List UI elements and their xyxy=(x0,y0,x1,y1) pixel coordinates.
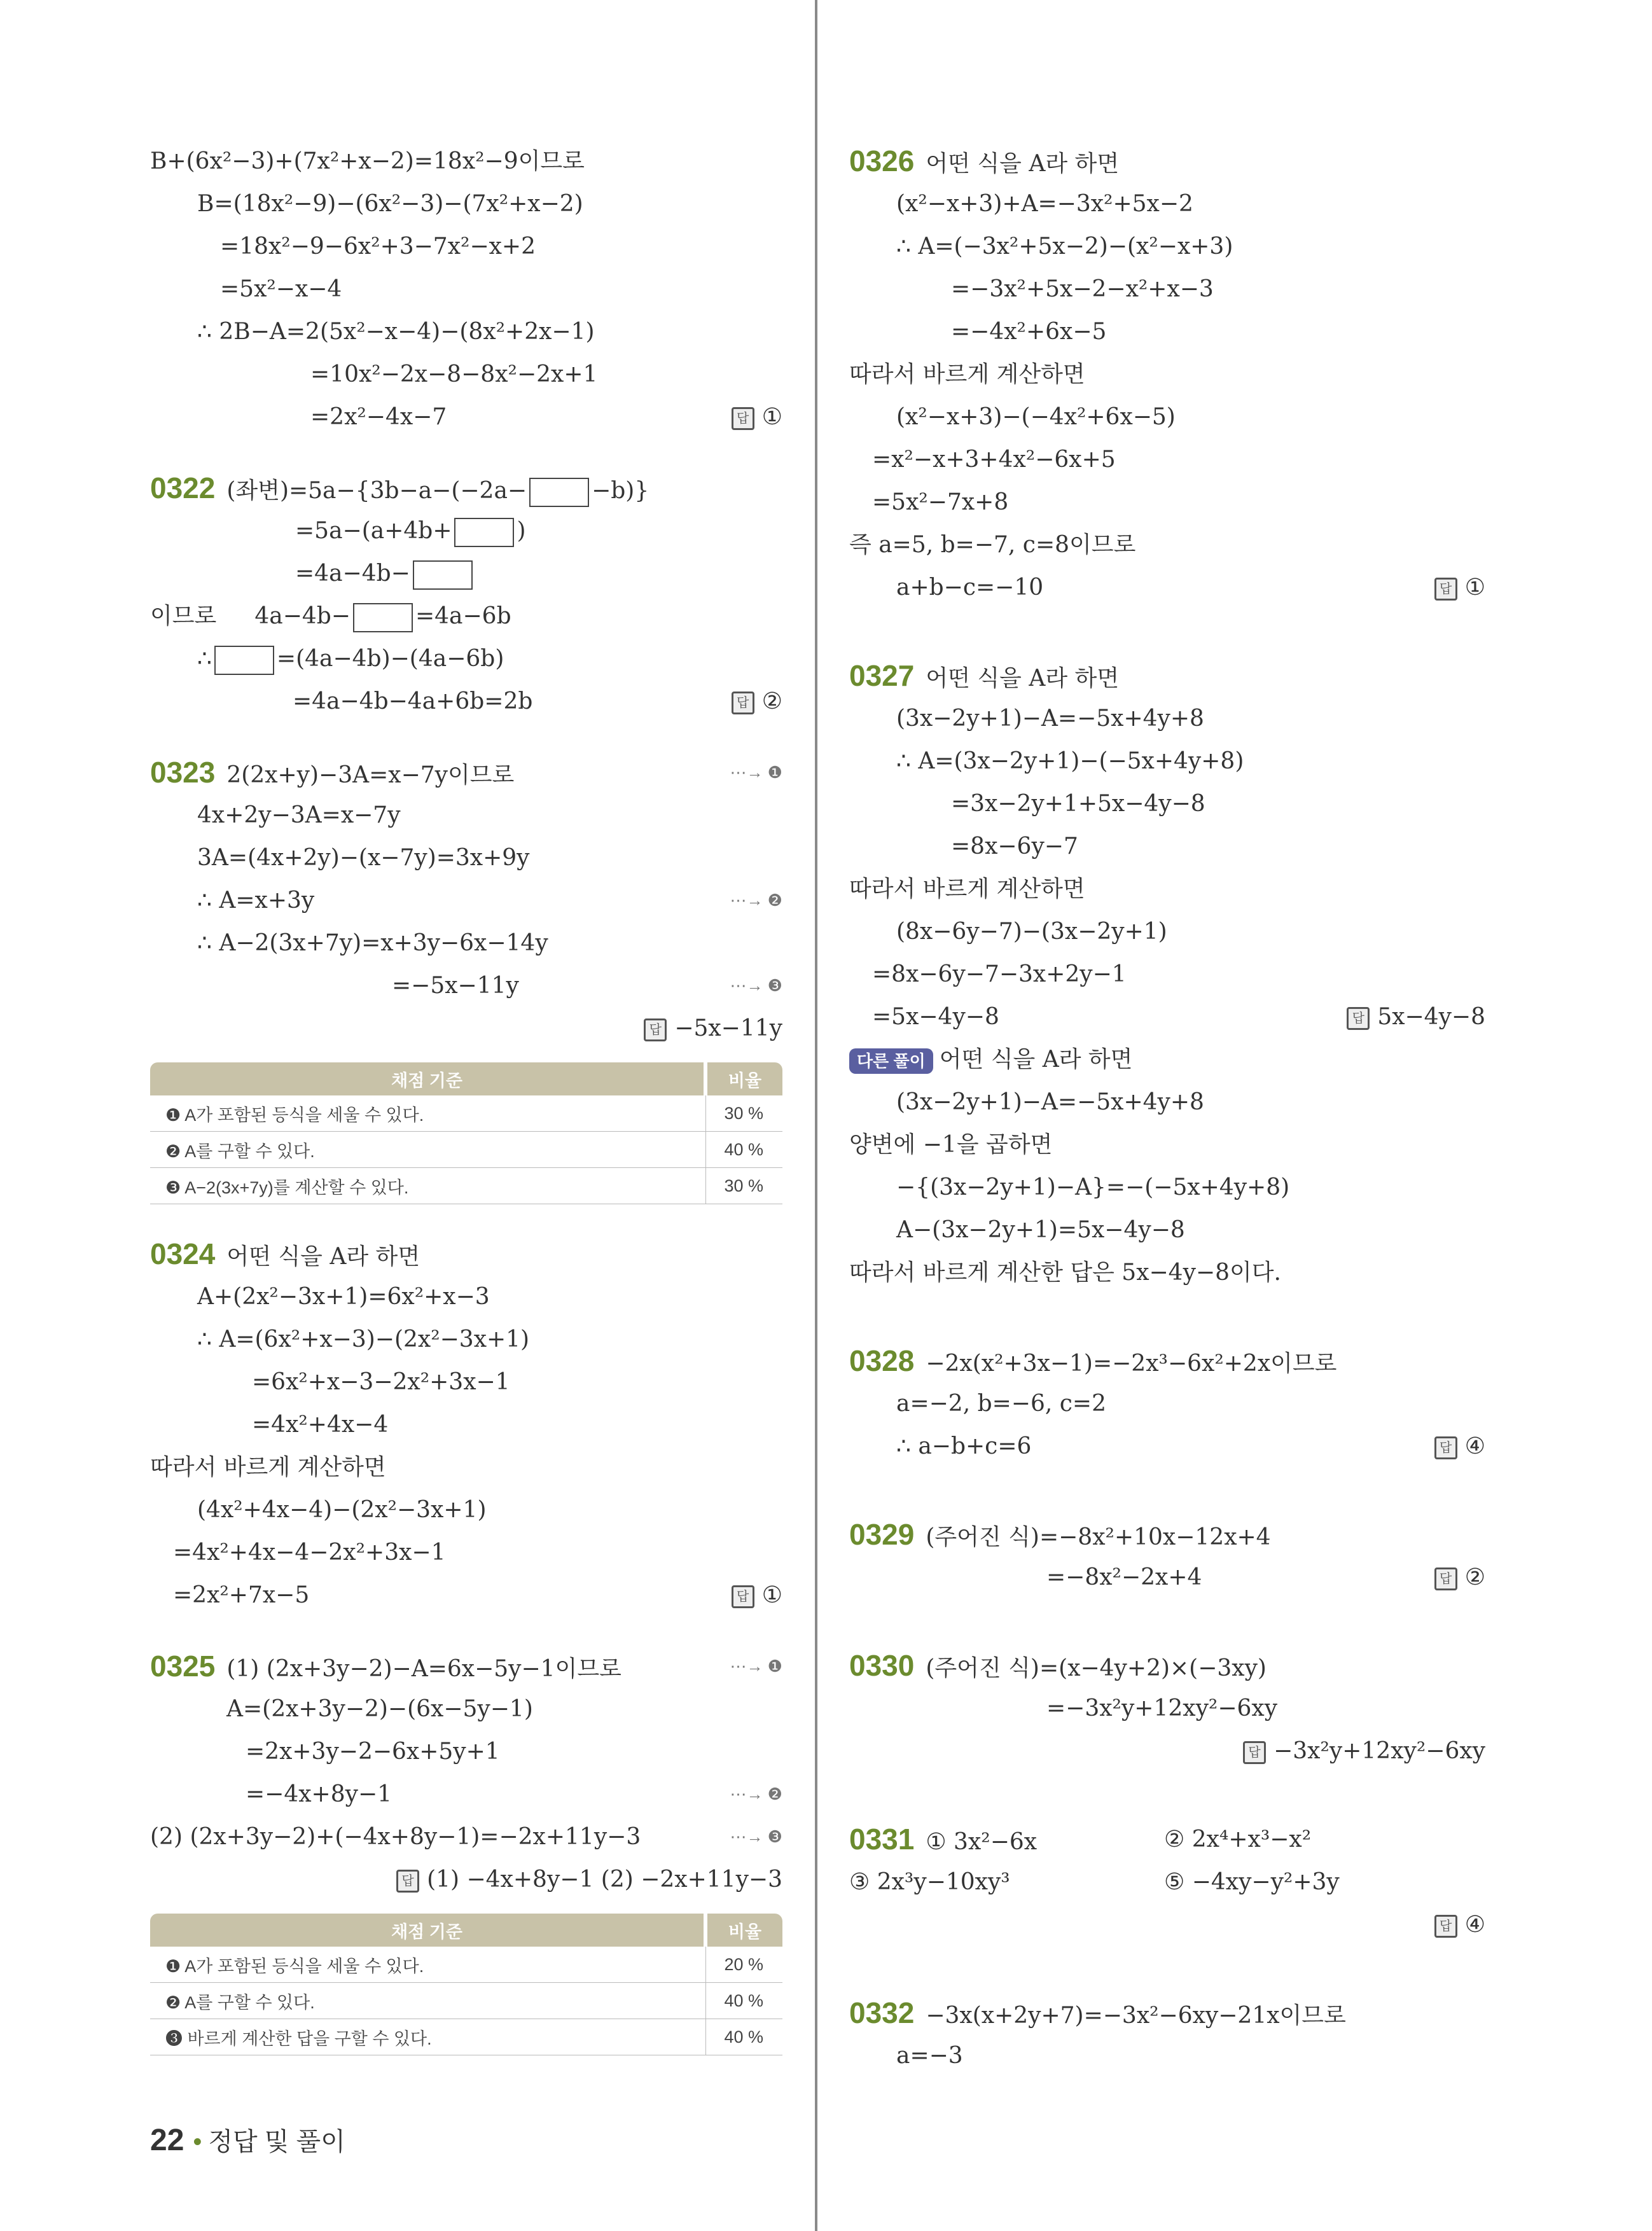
solution-line: (x²−x+3)−(−4x²+6x−5) xyxy=(896,404,1176,430)
solution-line: (주어진 식)=(x−4y+2)×(−3xy) xyxy=(926,1655,1267,1681)
solution-line: =−4x²+6x−5 xyxy=(951,319,1107,345)
answer-value: 5x−4y−8 xyxy=(1377,1004,1485,1030)
solution-line: a=−3 xyxy=(896,2043,963,2069)
solution-line: =4a−6b xyxy=(415,603,511,629)
solution-line: (좌변)=5a−{3b−a−(−2a− xyxy=(226,478,527,504)
problem-0330 xyxy=(849,1644,1485,1772)
answer-value: ④ xyxy=(1464,1433,1485,1459)
solution-line: 2(2x+y)−3A=x−7y이므로 xyxy=(226,762,515,788)
page-number: 22 xyxy=(150,2123,184,2157)
problem-0323 xyxy=(150,751,782,1204)
answer-value: (1) −4x+8y−1 (2) −2x+11y−3 xyxy=(427,1866,782,1893)
solution-line: ∴ A=(−3x²+5x−2)−(x²−x+3) xyxy=(896,233,1233,260)
table-cell: 40 % xyxy=(705,1132,782,1168)
solution-line: (x²−x+3)+A=−3x²+5x−2 xyxy=(896,191,1193,217)
intro-solution xyxy=(150,140,782,438)
solution-line: 따라서 바르게 계산하면 xyxy=(849,876,1085,902)
problem-number: 0324 xyxy=(150,1237,216,1270)
solution-line: 어떤 식을 A라 하면 xyxy=(226,1244,420,1270)
answer-icon: 답 xyxy=(396,1870,419,1893)
answer xyxy=(1434,1903,1485,1946)
blank-box xyxy=(454,518,514,547)
answer-icon: 답 xyxy=(1434,578,1457,601)
answer xyxy=(1434,566,1485,609)
table-row xyxy=(150,1095,782,1132)
solution-line: =4x²+4x−4−2x²+3x−1 xyxy=(173,1539,446,1566)
solution-line: 즉 a=5, b=−7, c=8이므로 xyxy=(849,532,1136,558)
table-row xyxy=(150,1168,782,1204)
solution-line: 따라서 바르게 계산한 답은 5x−4y−8이다. xyxy=(849,1260,1281,1286)
solution-line: =x²−x+3+4x²−6x+5 xyxy=(872,447,1116,473)
solution-line: ∴ A=(3x−2y+1)−(−5x+4y+8) xyxy=(896,748,1244,774)
answer-value: ① xyxy=(1464,574,1485,601)
problem-0331 xyxy=(849,1818,1485,1946)
problem-number: 0332 xyxy=(849,1996,915,2029)
answer xyxy=(1243,1730,1485,1772)
answer-icon: 답 xyxy=(644,1018,667,1041)
problem-number: 0322 xyxy=(150,471,216,504)
step-marker: ⋯→ ❶ xyxy=(730,1657,782,1676)
solution-line: (8x−6y−7)−(3x−2y+1) xyxy=(896,919,1167,945)
solution-line: 3A=(4x+2y)−(x−7y)=3x+9y xyxy=(197,845,530,871)
answer-icon: 답 xyxy=(732,1585,754,1608)
choice-item: ② 2x⁴+x³−x² xyxy=(1164,1826,1312,1852)
solution-line: 어떤 식을 A라 하면 xyxy=(939,1046,1133,1073)
answer-icon: 답 xyxy=(1434,1915,1457,1938)
solution-line: A=(2x+3y−2)−(6x−5y−1) xyxy=(226,1696,533,1722)
answer xyxy=(396,1858,782,1901)
solution-line: =4x²+4x−4 xyxy=(252,1412,389,1438)
answer-value: ② xyxy=(1464,1564,1485,1590)
solution-line: =−3x²+5x−2−x²+x−3 xyxy=(951,276,1214,302)
solution-line: (4x²+4x−4)−(2x²−3x+1) xyxy=(197,1497,487,1523)
problem-number: 0328 xyxy=(849,1344,915,1377)
solution-line: =4a−4b− xyxy=(295,560,410,587)
answer xyxy=(732,1574,782,1616)
answer-icon: 답 xyxy=(1434,1567,1457,1590)
problem-0329 xyxy=(849,1513,1485,1599)
step-marker: ⋯→ ❷ xyxy=(730,1784,782,1804)
answer-icon: 답 xyxy=(1434,1436,1457,1459)
table-cell: ❶ A가 포함된 등식을 세울 수 있다. xyxy=(150,1947,705,1983)
answer xyxy=(644,1007,782,1050)
solution-line: 따라서 바르게 계산하면 xyxy=(849,361,1085,387)
solution-line: =−4x+8y−1 xyxy=(246,1781,392,1807)
solution-line: a=−2, b=−6, c=2 xyxy=(896,1391,1106,1417)
solution-line: =2x+3y−2−6x+5y+1 xyxy=(246,1739,500,1765)
problem-number: 0327 xyxy=(849,659,915,692)
footer-label: 정답 및 풀이 xyxy=(208,2128,345,2156)
solution-line: ∴ A=x+3y xyxy=(197,887,315,914)
problem-number: 0329 xyxy=(849,1518,915,1551)
answer-value: −3x²y+12xy²−6xy xyxy=(1274,1738,1485,1764)
table-header: 채점 기준 xyxy=(150,1062,705,1095)
column-divider xyxy=(815,0,817,2231)
problem-0325 xyxy=(150,1645,782,2055)
solution-line: (주어진 식)=−8x²+10x−12x+4 xyxy=(926,1524,1271,1550)
table-row xyxy=(150,1983,782,2019)
choice-item: ① 3x²−6x xyxy=(926,1829,1038,1855)
step-marker: ⋯→ ❸ xyxy=(730,1827,782,1846)
solution-line: −3x(x+2y+7)=−3x²−6xy−21x이므로 xyxy=(926,2003,1346,2029)
solution-line: −2x(x²+3x−1)=−2x³−6x²+2x이므로 xyxy=(926,1351,1337,1377)
table-cell: 40 % xyxy=(705,2019,782,2055)
table-header: 비율 xyxy=(705,1062,782,1095)
scoring-table xyxy=(150,1062,782,1204)
blank-box xyxy=(353,603,413,632)
table-row xyxy=(150,1947,782,1983)
table-header: 채점 기준 xyxy=(150,1914,705,1947)
solution-line: =4a−4b−4a+6b=2b xyxy=(293,688,533,714)
solution-line: =−8x²−2x+4 xyxy=(1046,1564,1202,1590)
choice-item: ③ 2x³y−10xy³ xyxy=(849,1869,1010,1895)
step-marker: ⋯→ ❷ xyxy=(730,891,782,910)
solution-line: =8x−6y−7 xyxy=(951,833,1078,859)
answer-value: ② xyxy=(761,688,782,714)
solution-line: ∴ a−b+c=6 xyxy=(896,1433,1032,1459)
answer-icon: 답 xyxy=(732,692,754,714)
left-column xyxy=(150,140,782,2055)
solution-line: 이므로 xyxy=(150,603,217,629)
intro-line: =5x²−x−4 xyxy=(220,276,342,302)
solution-line: (1) (2x+3y−2)−A=6x−5y−1이므로 xyxy=(226,1656,621,1682)
answer-value: ④ xyxy=(1464,1912,1485,1938)
blank-box xyxy=(413,560,473,590)
bullet-icon: • xyxy=(193,2128,202,2156)
solution-line: =5x−4y−8 xyxy=(872,1004,999,1030)
intro-line: B=(18x²−9)−(6x²−3)−(7x²+x−2) xyxy=(197,191,583,217)
blank-box xyxy=(529,478,589,507)
solution-line: ∴ A=(6x²+x−3)−(2x²−3x+1) xyxy=(197,1326,530,1352)
solution-line: 따라서 바르게 계산하면 xyxy=(150,1454,386,1480)
intro-line: =2x²−4x−7 xyxy=(310,404,447,430)
solution-line: 4x+2y−3A=x−7y xyxy=(197,802,401,828)
solution-line: (3x−2y+1)−A=−5x+4y+8 xyxy=(896,705,1204,732)
answer-icon: 답 xyxy=(1243,1741,1266,1764)
choice-item: ⑤ −4xy−y²+3y xyxy=(1164,1869,1340,1895)
scoring-table xyxy=(150,1914,782,2055)
answer xyxy=(1434,1556,1485,1599)
solution-line: A+(2x²−3x+1)=6x²+x−3 xyxy=(197,1284,490,1310)
problem-number: 0323 xyxy=(150,756,216,789)
answer-icon: 답 xyxy=(1347,1007,1370,1030)
solution-line: =3x−2y+1+5x−4y−8 xyxy=(951,791,1205,817)
problem-0326 xyxy=(849,140,1485,609)
table-cell: 40 % xyxy=(705,1983,782,2019)
solution-line: =−3x²y+12xy²−6xy xyxy=(1046,1695,1278,1721)
problem-0332 xyxy=(849,1992,1485,2077)
blank-box xyxy=(214,646,274,675)
solution-line: 양변에 −1을 곱하면 xyxy=(849,1132,1053,1158)
solution-line: =(4a−4b)−(4a−6b) xyxy=(276,646,504,672)
solution-line: =8x−6y−7−3x+2y−1 xyxy=(872,961,1127,987)
problem-0324 xyxy=(150,1233,782,1616)
problem-0322 xyxy=(150,467,782,723)
problem-0327 xyxy=(849,655,1485,1294)
intro-line: =18x²−9−6x²+3−7x²−x+2 xyxy=(220,233,536,260)
solution-line: =5x²−7x+8 xyxy=(872,489,1009,515)
table-cell: 30 % xyxy=(705,1095,782,1132)
table-row xyxy=(150,1132,782,1168)
answer-value: ① xyxy=(761,404,782,430)
problem-number: 0331 xyxy=(849,1823,915,1856)
table-row xyxy=(150,2019,782,2055)
problem-0328 xyxy=(849,1340,1485,1468)
solution-line: 4a−4b− xyxy=(254,603,351,629)
alternative-solution-tag: 다른 풀이 xyxy=(849,1048,933,1074)
solution-line: −{(3x−2y+1)−A}=−(−5x+4y+8) xyxy=(896,1174,1290,1200)
solution-line: a+b−c=−10 xyxy=(896,574,1044,601)
solution-line: ) xyxy=(517,518,526,544)
page-footer xyxy=(150,2122,345,2158)
solution-line: 어떤 식을 A라 하면 xyxy=(926,151,1120,177)
table-cell: ❷ A를 구할 수 있다. xyxy=(150,1983,705,2019)
solution-line: (2) (2x+3y−2)+(−4x+8y−1)=−2x+11y−3 xyxy=(150,1824,641,1850)
solution-line: =2x²+7x−5 xyxy=(173,1582,310,1608)
answer xyxy=(732,396,782,438)
solution-line: =−5x−11y xyxy=(392,973,519,999)
answer-icon: 답 xyxy=(732,407,754,430)
solution-line: =6x²+x−3−2x²+3x−1 xyxy=(252,1369,510,1395)
answer xyxy=(1434,1425,1485,1468)
problem-number: 0330 xyxy=(849,1649,915,1682)
step-marker: ⋯→ ❶ xyxy=(730,763,782,782)
intro-line: ∴ 2B−A=2(5x²−x−4)−(8x²+2x−1) xyxy=(197,319,595,345)
intro-line: B+(6x²−3)+(7x²+x−2)=18x²−9이므로 xyxy=(150,148,585,174)
therefore-sign: ∴ xyxy=(197,646,212,672)
table-header: 비율 xyxy=(705,1914,782,1947)
table-cell: ❸ A−2(3x+7y)를 계산할 수 있다. xyxy=(150,1168,705,1204)
table-cell: ❸ 바르게 계산한 답을 구할 수 있다. xyxy=(150,2019,705,2055)
solution-line: (3x−2y+1)−A=−5x+4y+8 xyxy=(896,1089,1204,1115)
right-column xyxy=(849,140,1485,2077)
answer-value: ① xyxy=(761,1582,782,1608)
table-cell: 30 % xyxy=(705,1168,782,1204)
solution-line: 어떤 식을 A라 하면 xyxy=(926,665,1120,692)
solution-line: −b)} xyxy=(592,478,649,504)
table-cell: 20 % xyxy=(705,1947,782,1983)
table-cell: ❷ A를 구할 수 있다. xyxy=(150,1132,705,1168)
answer-value: −5x−11y xyxy=(674,1015,782,1041)
problem-number: 0325 xyxy=(150,1650,216,1683)
solution-line: ∴ A−2(3x+7y)=x+3y−6x−14y xyxy=(197,930,548,956)
intro-line: =10x²−2x−8−8x²−2x+1 xyxy=(310,361,598,387)
solution-line: =5a−(a+4b+ xyxy=(295,518,452,544)
answer xyxy=(732,680,782,723)
table-cell: ❶ A가 포함된 등식을 세울 수 있다. xyxy=(150,1095,705,1132)
answer xyxy=(1347,996,1485,1038)
solution-line: A−(3x−2y+1)=5x−4y−8 xyxy=(896,1217,1185,1243)
step-marker: ⋯→ ❸ xyxy=(730,976,782,995)
problem-number: 0326 xyxy=(849,144,915,177)
